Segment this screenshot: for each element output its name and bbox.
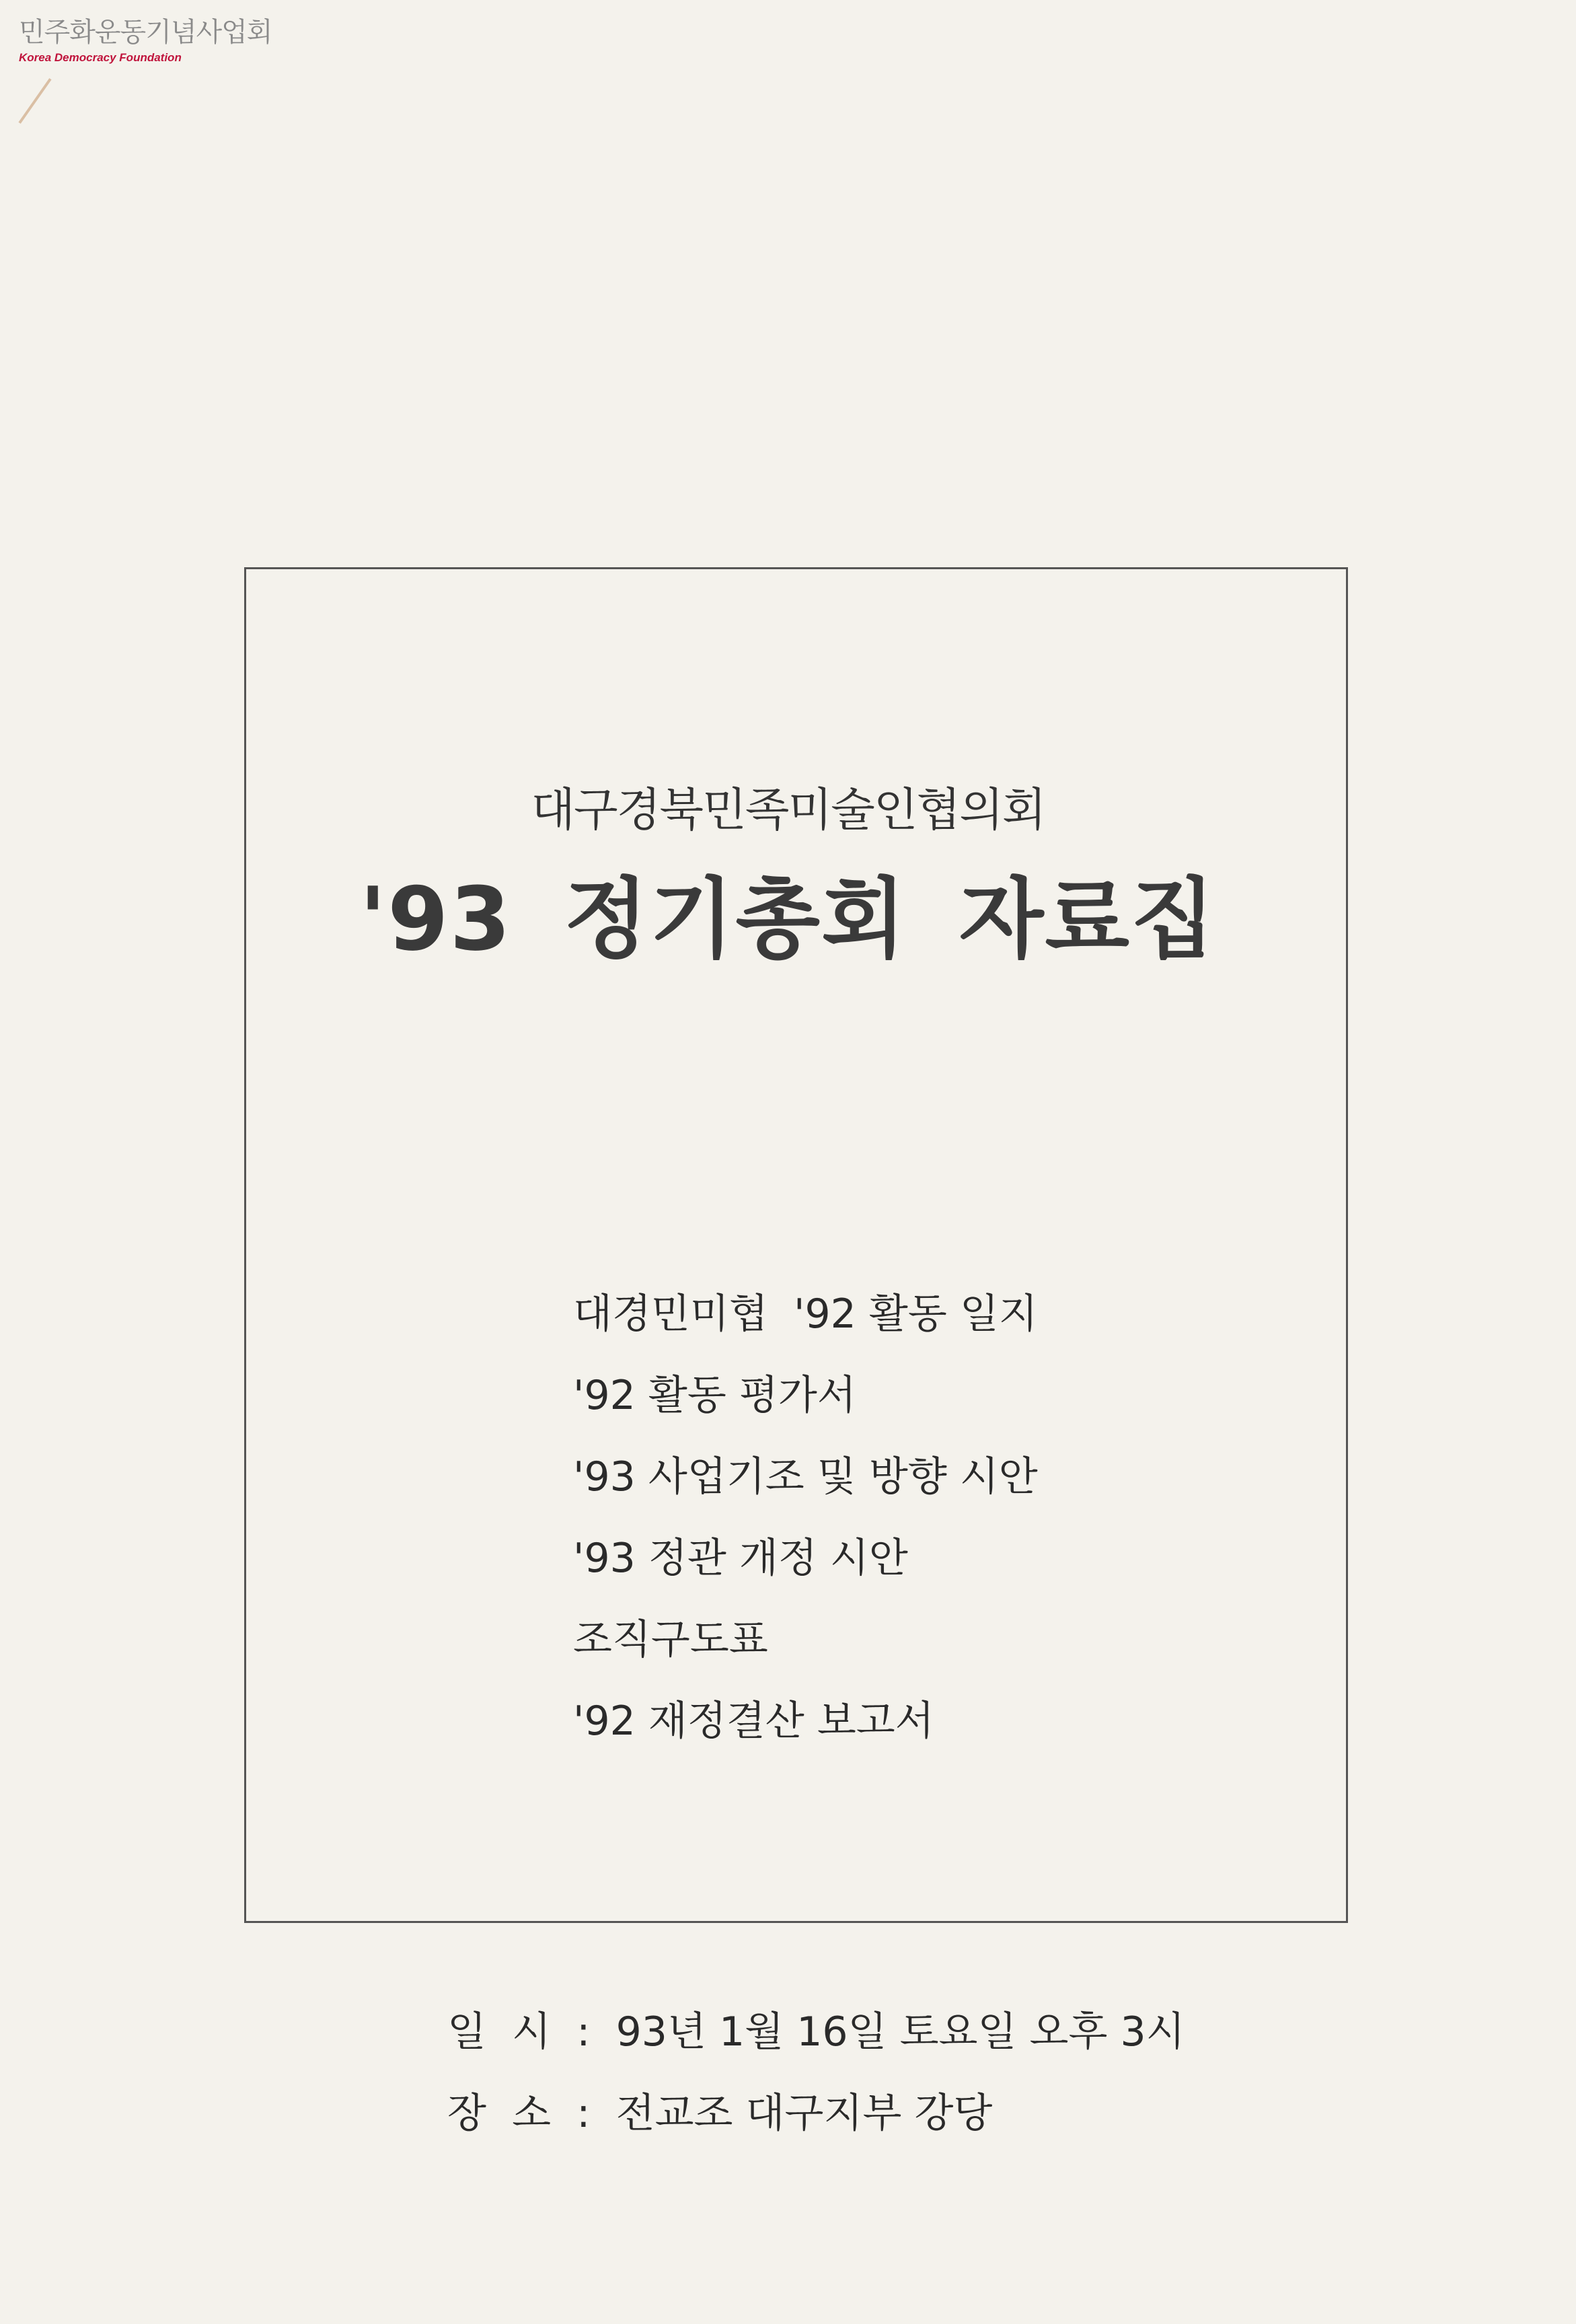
watermark-logo <box>19 16 272 65</box>
date-row <box>447 1992 1185 2073</box>
contents-item: '93 사업기조 및 방향 시안 <box>573 1453 1038 1500</box>
paper-stain <box>18 78 51 124</box>
separator: : <box>576 2008 591 2056</box>
watermark-english: Korea Democracy Foundation <box>19 51 182 64</box>
date-value: 93년 1월 16일 토요일 오후 3시 <box>615 2008 1185 2056</box>
contents-item: '92 재정결산 보고서 <box>573 1698 934 1745</box>
place-row <box>447 2073 1185 2154</box>
contents-item: '92 활동 평가서 <box>573 1372 856 1419</box>
separator: : <box>576 2090 591 2137</box>
contents-item: 대경민미협 '92 활동 일지 <box>573 1291 1038 1338</box>
contents-item: 조직구도표 <box>573 1616 768 1663</box>
watermark-korean: 민주화운동기념사업회 <box>19 17 272 48</box>
organization-name: 대구경북민족미술인협의회 <box>531 784 1045 837</box>
event-info <box>447 1992 1185 2154</box>
place-label: 장 소 <box>447 2090 552 2137</box>
date-label: 일 시 <box>447 2008 552 2056</box>
place-value: 전교조 대구지부 강당 <box>615 2090 993 2137</box>
document-title: '93 정기총회 자료집 <box>359 868 1217 970</box>
contents-item: '93 정관 개정 시안 <box>573 1535 908 1582</box>
contents-list <box>573 1274 1038 1762</box>
